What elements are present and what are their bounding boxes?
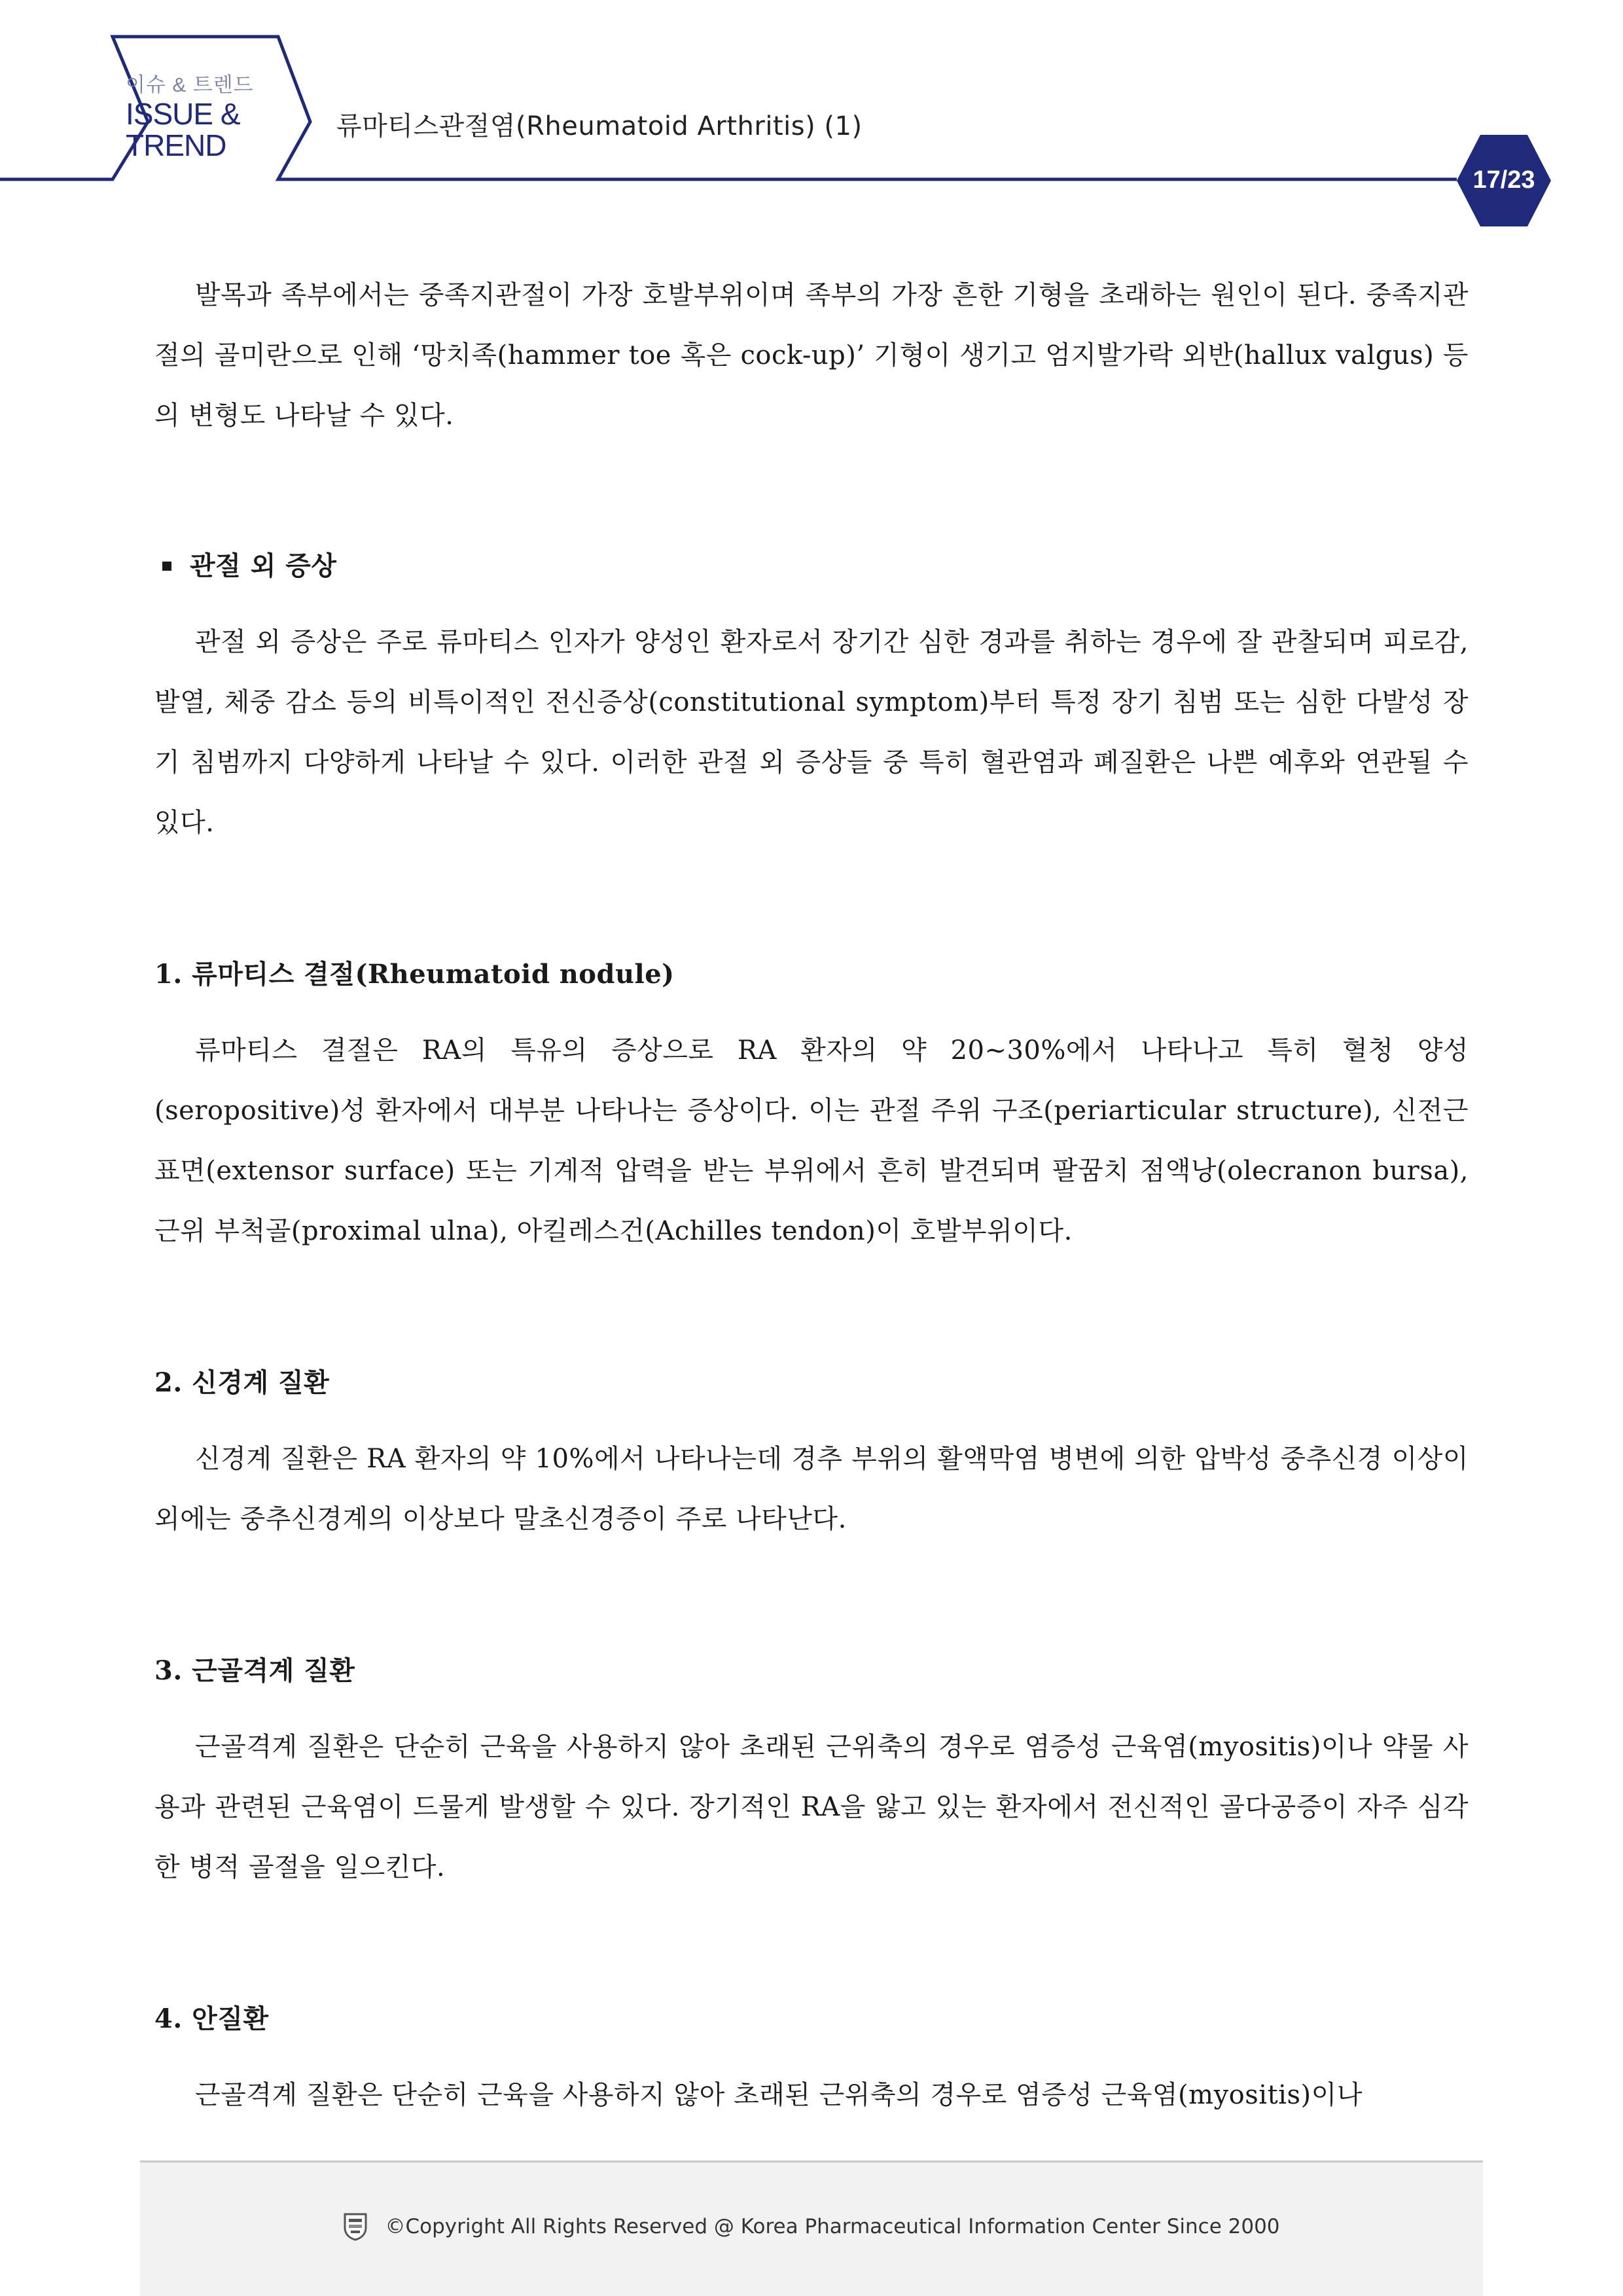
issue-trend-badge	[126, 72, 296, 161]
section-heading-text: 관절 외 증상	[190, 550, 337, 581]
section-heading-1: 1. 류마티스 결절(Rheumatoid nodule)	[154, 959, 675, 990]
section-heading-4: 4. 안질환	[154, 2003, 269, 2034]
section-paragraph-2: 신경계 질환은 RA 환자의 약 10%에서 나타나는데 경추 부위의 활액막염 병변에 의한 압박성 중추신경 이상이외에는 중추신경계의 이상보다 말초신경증이 주로 나타난다.	[154, 1444, 1469, 1534]
section-heading-3: 3. 근골격계 질환	[154, 1655, 355, 1686]
section-paragraph-3: 근골격계 질환은 단순히 근육을 사용하지 않아 초래된 근위축의 경우로 염증성 근육염(myositis)이나 약물 사용과 관련된 근육염이 드물게 발생할 수 있다. 장기적인 RA을 앓고 있는 환자에서 전신적인 골다공증이 자주 심각한 병적 골절을 일으킨다.	[154, 1732, 1469, 1882]
bullet-square-icon	[162, 562, 171, 571]
section-heading-extra-articular	[154, 536, 1469, 596]
section-paragraph-1: 류마티스 결절은 RA의 특유의 증상으로 RA 환자의 약 20~30%에서 나타나고 특히 혈청 양성(seropositive)성 환자에서 대부분 나타나는 증상이다. 이는 관절 주위 구조(periarticular structure), 신전근 표면(extensor surface) 또는 기계적 압력을 받는 부위에서 흔히 발견되며 팔꿈치 점액낭(olecranon bursa), 근위 부척골(proximal ulna), 아킬레스건(Achilles tendon)이 호발부위이다.	[154, 1035, 1469, 1246]
badge-line-2: TREND	[126, 128, 226, 162]
document-title: 류마티스관절염(Rheumatoid Arthritis) (1)	[336, 111, 863, 141]
intro-paragraph: 발목과 족부에서는 중족지관절이 가장 호발부위이며 족부의 가장 흔한 기형을 초래하는 원인이 된다. 중족지관절의 골미란으로 인해 ‘망치족(hammer toe 혹은 cock-up)’ 기형이 생기고 엄지발가락 외반(hallux valgus) 등의 변형도 나타날 수 있다.	[154, 280, 1469, 431]
document-body	[154, 265, 1469, 2125]
page-header	[0, 0, 1623, 236]
section-paragraph-4: 근골격계 질환은 단순히 근육을 사용하지 않아 초래된 근위축의 경우로 염증성 근육염(myositis)이나	[195, 2080, 1363, 2110]
shield-logo-icon	[343, 2212, 368, 2241]
section-paragraph-extra-articular: 관절 외 증상은 주로 류마티스 인자가 양성인 환자로서 장기간 심한 경과를 취하는 경우에 잘 관찰되며 피로감, 발열, 체중 감소 등의 비특이적인 전신증상(constitutional symptom)부터 특정 장기 침범 또는 심한 다발성 장기 침범까지 다양하게 나타날 수 있다. 이러한 관절 외 증상들 중 특히 혈관염과 폐질환은 나쁜 예후와 연관될 수 있다.	[154, 627, 1469, 838]
section-heading-2: 2. 신경계 질환	[154, 1367, 330, 1398]
badge-line-1: ISSUE &	[126, 97, 240, 131]
badge-subtitle: 이슈 & 트렌드	[126, 73, 254, 96]
page-number: 17/23	[1472, 166, 1535, 194]
copyright-text: ©Copyright All Rights Reserved @ Korea Pharmaceutical Information Center Since 2000	[385, 2215, 1280, 2238]
page-footer	[140, 2162, 1483, 2296]
